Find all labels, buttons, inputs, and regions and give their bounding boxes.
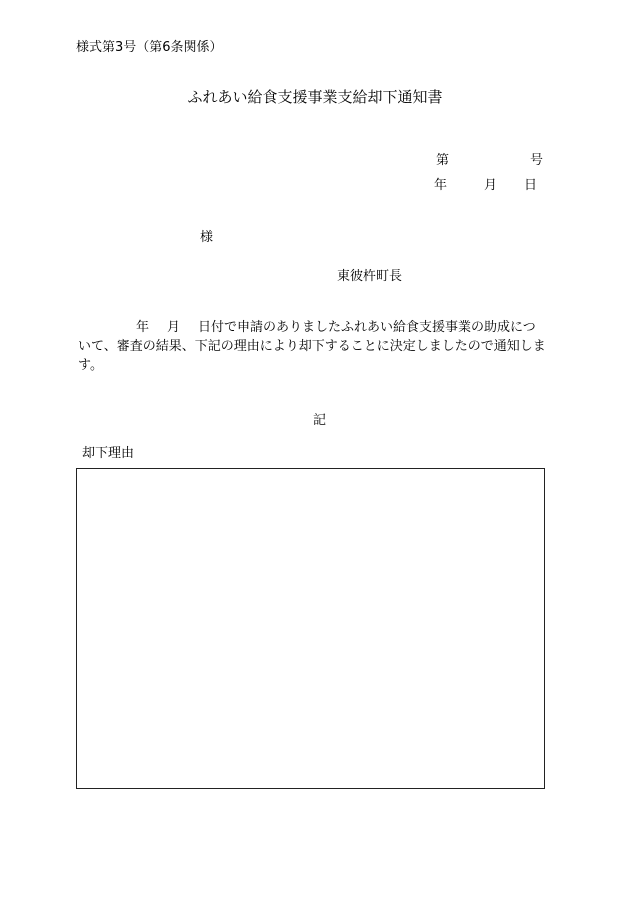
document-title: ふれあい給食支援事業支給却下通知書 xyxy=(187,88,443,106)
date-month-label: 月 xyxy=(484,178,498,193)
ki-marker: 記 xyxy=(313,413,327,428)
number-suffix: 号 xyxy=(530,153,544,168)
number-prefix: 第 xyxy=(436,153,450,168)
reason-box xyxy=(76,468,545,789)
addressee-suffix: 様 xyxy=(200,230,214,245)
form-number: 様式第3号（第6条関係） xyxy=(76,40,223,55)
notice-body xyxy=(78,318,548,375)
date-day-label: 日 xyxy=(524,178,538,193)
date-year-label: 年 xyxy=(434,178,448,193)
sender-name: 東彼杵町長 xyxy=(337,269,403,284)
body-text: 日付で申請のありましたふれあい給食支援事業の助成について、審査の結果、下記の理由により却下することに決定しましたので通知します。 xyxy=(78,320,546,373)
body-year-label: 年 xyxy=(136,320,150,335)
reason-label: 却下理由 xyxy=(82,446,135,461)
body-month-label: 月 xyxy=(167,320,181,335)
